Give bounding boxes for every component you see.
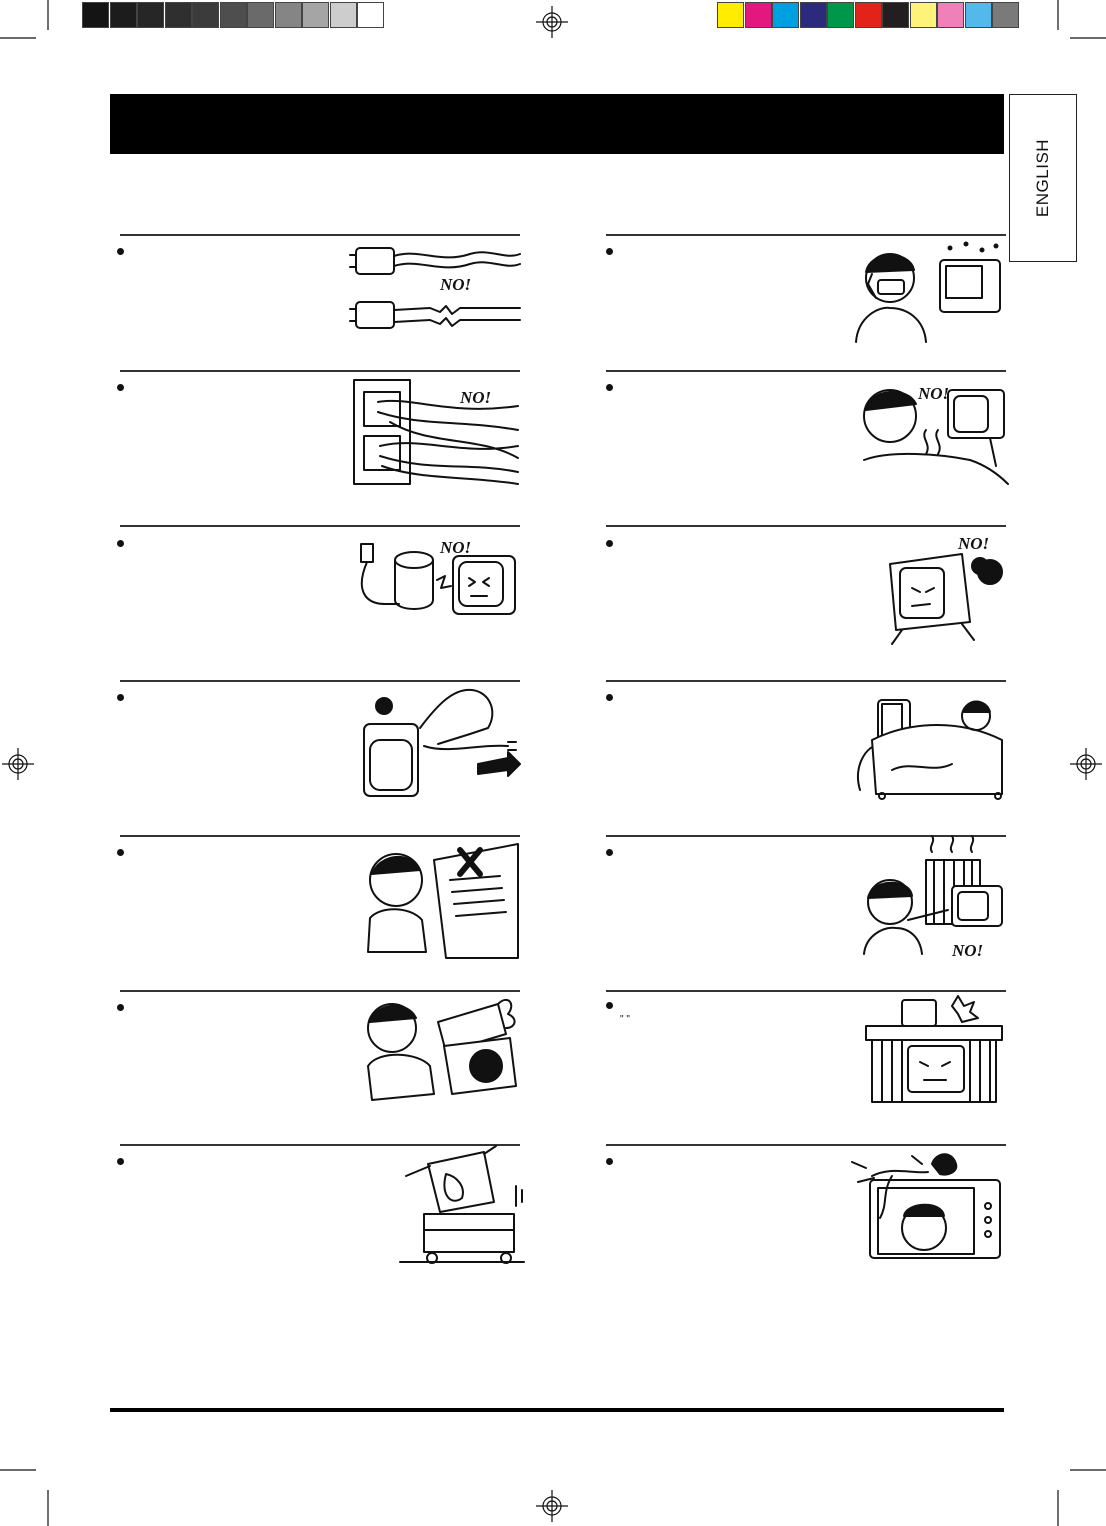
divider [606,990,1006,992]
divider [120,990,520,992]
no-label: NO! [958,534,990,553]
no-label: NO! [440,275,472,294]
overloaded-outlet-icon [350,376,522,488]
bullet [117,694,124,701]
divider [120,835,520,837]
bullet [606,248,613,255]
divider [120,525,520,527]
bedside-tv-icon [852,690,1008,800]
smoking-tv-icon [880,552,1010,644]
no-label: NO! [952,941,984,960]
bullet [117,540,124,547]
language-tab-label: ENGLISH [1033,138,1052,218]
bullet [117,849,124,856]
bullet [606,1002,613,1009]
bullet [117,1158,124,1165]
liquid-spill-icon [852,1146,1008,1262]
bullet [117,248,124,255]
no-label: NO! [918,384,950,403]
divider [606,680,1006,682]
opening-back-cover-icon [358,994,522,1110]
enclosed-cabinet-icon [862,996,1006,1110]
divider [606,525,1006,527]
footer-rule [110,1408,1004,1412]
divider [120,680,520,682]
divider [120,370,520,372]
bullet [606,540,613,547]
bullet [606,1158,613,1165]
heater-near-tv-icon [860,840,1008,954]
divider [120,234,520,236]
quote-marks: " " [620,1014,630,1025]
child-touching-panel-icon [350,840,520,958]
damaged-cord-icon [350,238,522,342]
no-label: NO! [440,538,472,557]
pulling-plug-icon [358,684,522,802]
language-tab [1009,94,1077,262]
no-label: NO! [460,388,492,407]
unstable-stand-icon [400,1146,524,1266]
divider [606,234,1006,236]
divider [606,835,1006,837]
bullet [117,1004,124,1011]
bullet [606,384,613,391]
bullet [117,384,124,391]
section-title-bar [110,94,1004,154]
divider [606,370,1006,372]
dusty-tv-icon [850,238,1006,342]
bullet [606,849,613,856]
bullet [606,694,613,701]
